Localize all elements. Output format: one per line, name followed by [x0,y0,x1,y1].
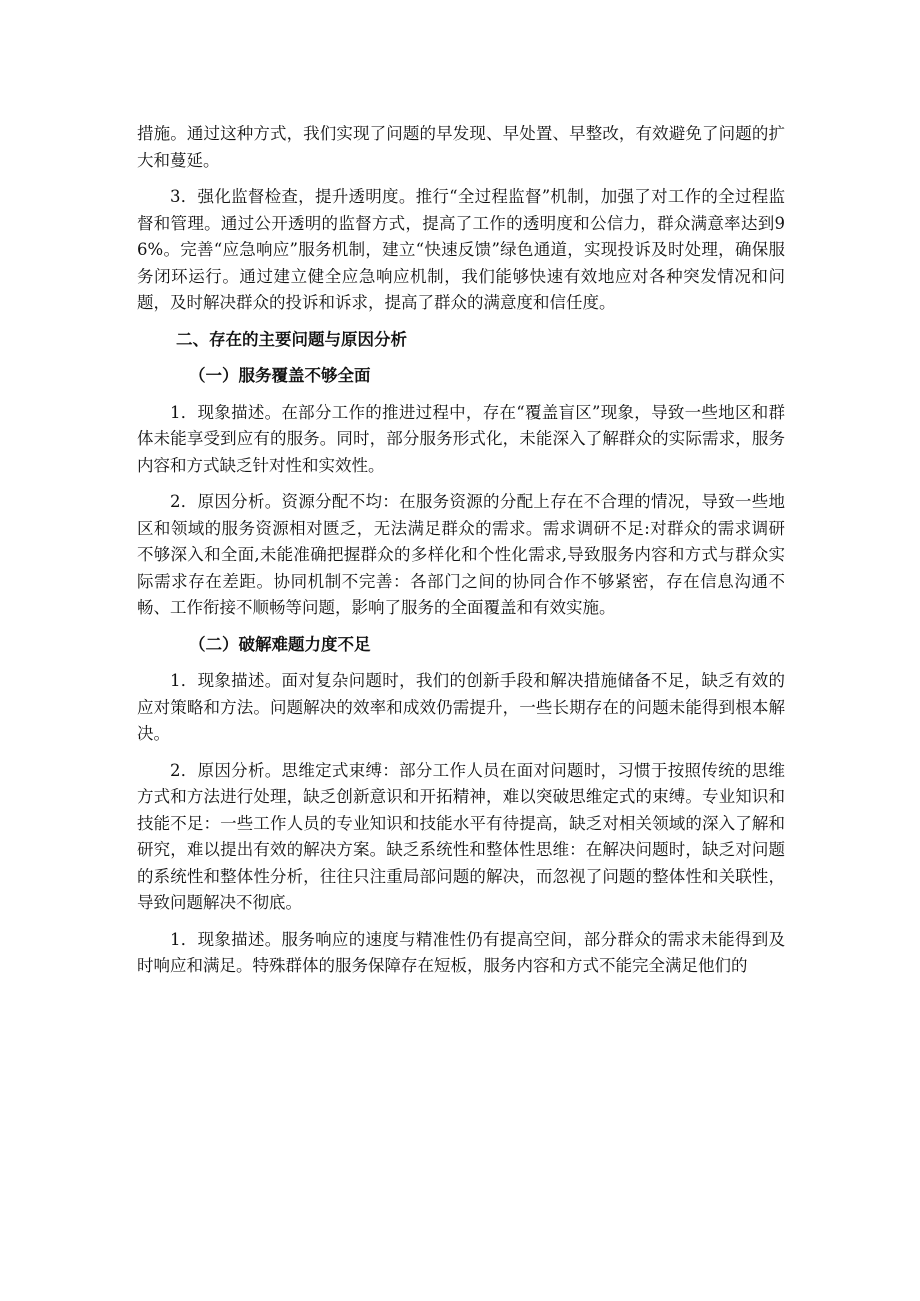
paragraph-problem-solving-description: 1．现象描述。面对复杂问题时，我们的创新手段和解决措施储备不足，缺乏有效的应对策略和方法。问题解决的效率和成效仍需提升，一些长期存在的问题未能得到根本解决。 [137,671,785,743]
subsection-heading-problem-solving: （二）破解难题力度不足 [189,634,371,654]
paragraph-supervision: 3．强化监督检查，提升透明度。推行“全过程监督”机制，加强了对工作的全过程监督和管理。通过公开透明的监督方式，提高了工作的透明度和公信力，群众满意率达到96%。完善“应急响应”服务机制，建立“快速反馈”绿色通道，实现投诉及时处理，确保服务闭环运行。通过建立健全应急响应机制，我们能够快速有效地应对各种突发情况和问题，及时解决群众的投诉和诉求，提高了群众的满意度和信任度。 [137,187,785,312]
paragraph-coverage-analysis: 2．原因分析。资源分配不均：在服务资源的分配上存在不合理的情况，导致一些地区和领域的服务资源相对匮乏，无法满足群众的需求。需求调研不足:对群众的需求调研不够深入和全面,未能准确把握群众的多样化和个性化需求,导致服务内容和方式与群众实际需求存在差距。协同机制不完善：各部门之间的协同合作不够紧密，存在信息沟通不畅、工作衔接不顺畅等问题，影响了服务的全面覆盖和有效实施。 [137,492,785,617]
document-page [137,121,785,990]
paragraph-coverage-description: 1．现象描述。在部分工作的推进过程中，存在“覆盖盲区”现象，导致一些地区和群体未能享受到应有的服务。同时，部分服务形式化，未能深入了解群众的实际需求，服务内容和方式缺乏针对性和实效性。 [137,402,785,475]
paragraph-continued: 措施。通过这种方式，我们实现了问题的早发现、早处置、早整改，有效避免了问题的扩大和蔓延。 [137,124,785,170]
paragraph-problem-solving-analysis: 2．原因分析。思维定式束缚：部分工作人员在面对问题时，习惯于按照传统的思维方式和方法进行处理，缺乏创新意识和开拓精神，难以突破思维定式的束缚。专业知识和技能不足：一些工作人员的专业知识和技能水平有待提高，缺乏对相关领域的深入了解和研究，难以提出有效的解决方案。缺乏系统性和整体性思维：在解决问题时，缺乏对问题的系统性和整体性分析，往往只注重局部问题的解决，而忽视了问题的整体性和关联性，导致问题解决不彻底。 [137,760,785,912]
section-heading-problems: 二、存在的主要问题与原因分析 [176,329,407,349]
paragraph-response-description: 1．现象描述。服务响应的速度与精准性仍有提高空间，部分群众的需求未能得到及时响应和满足。特殊群体的服务保障存在短板，服务内容和方式不能完全满足他们的 [137,929,785,975]
subsection-heading-coverage: （一）服务覆盖不够全面 [189,366,371,385]
